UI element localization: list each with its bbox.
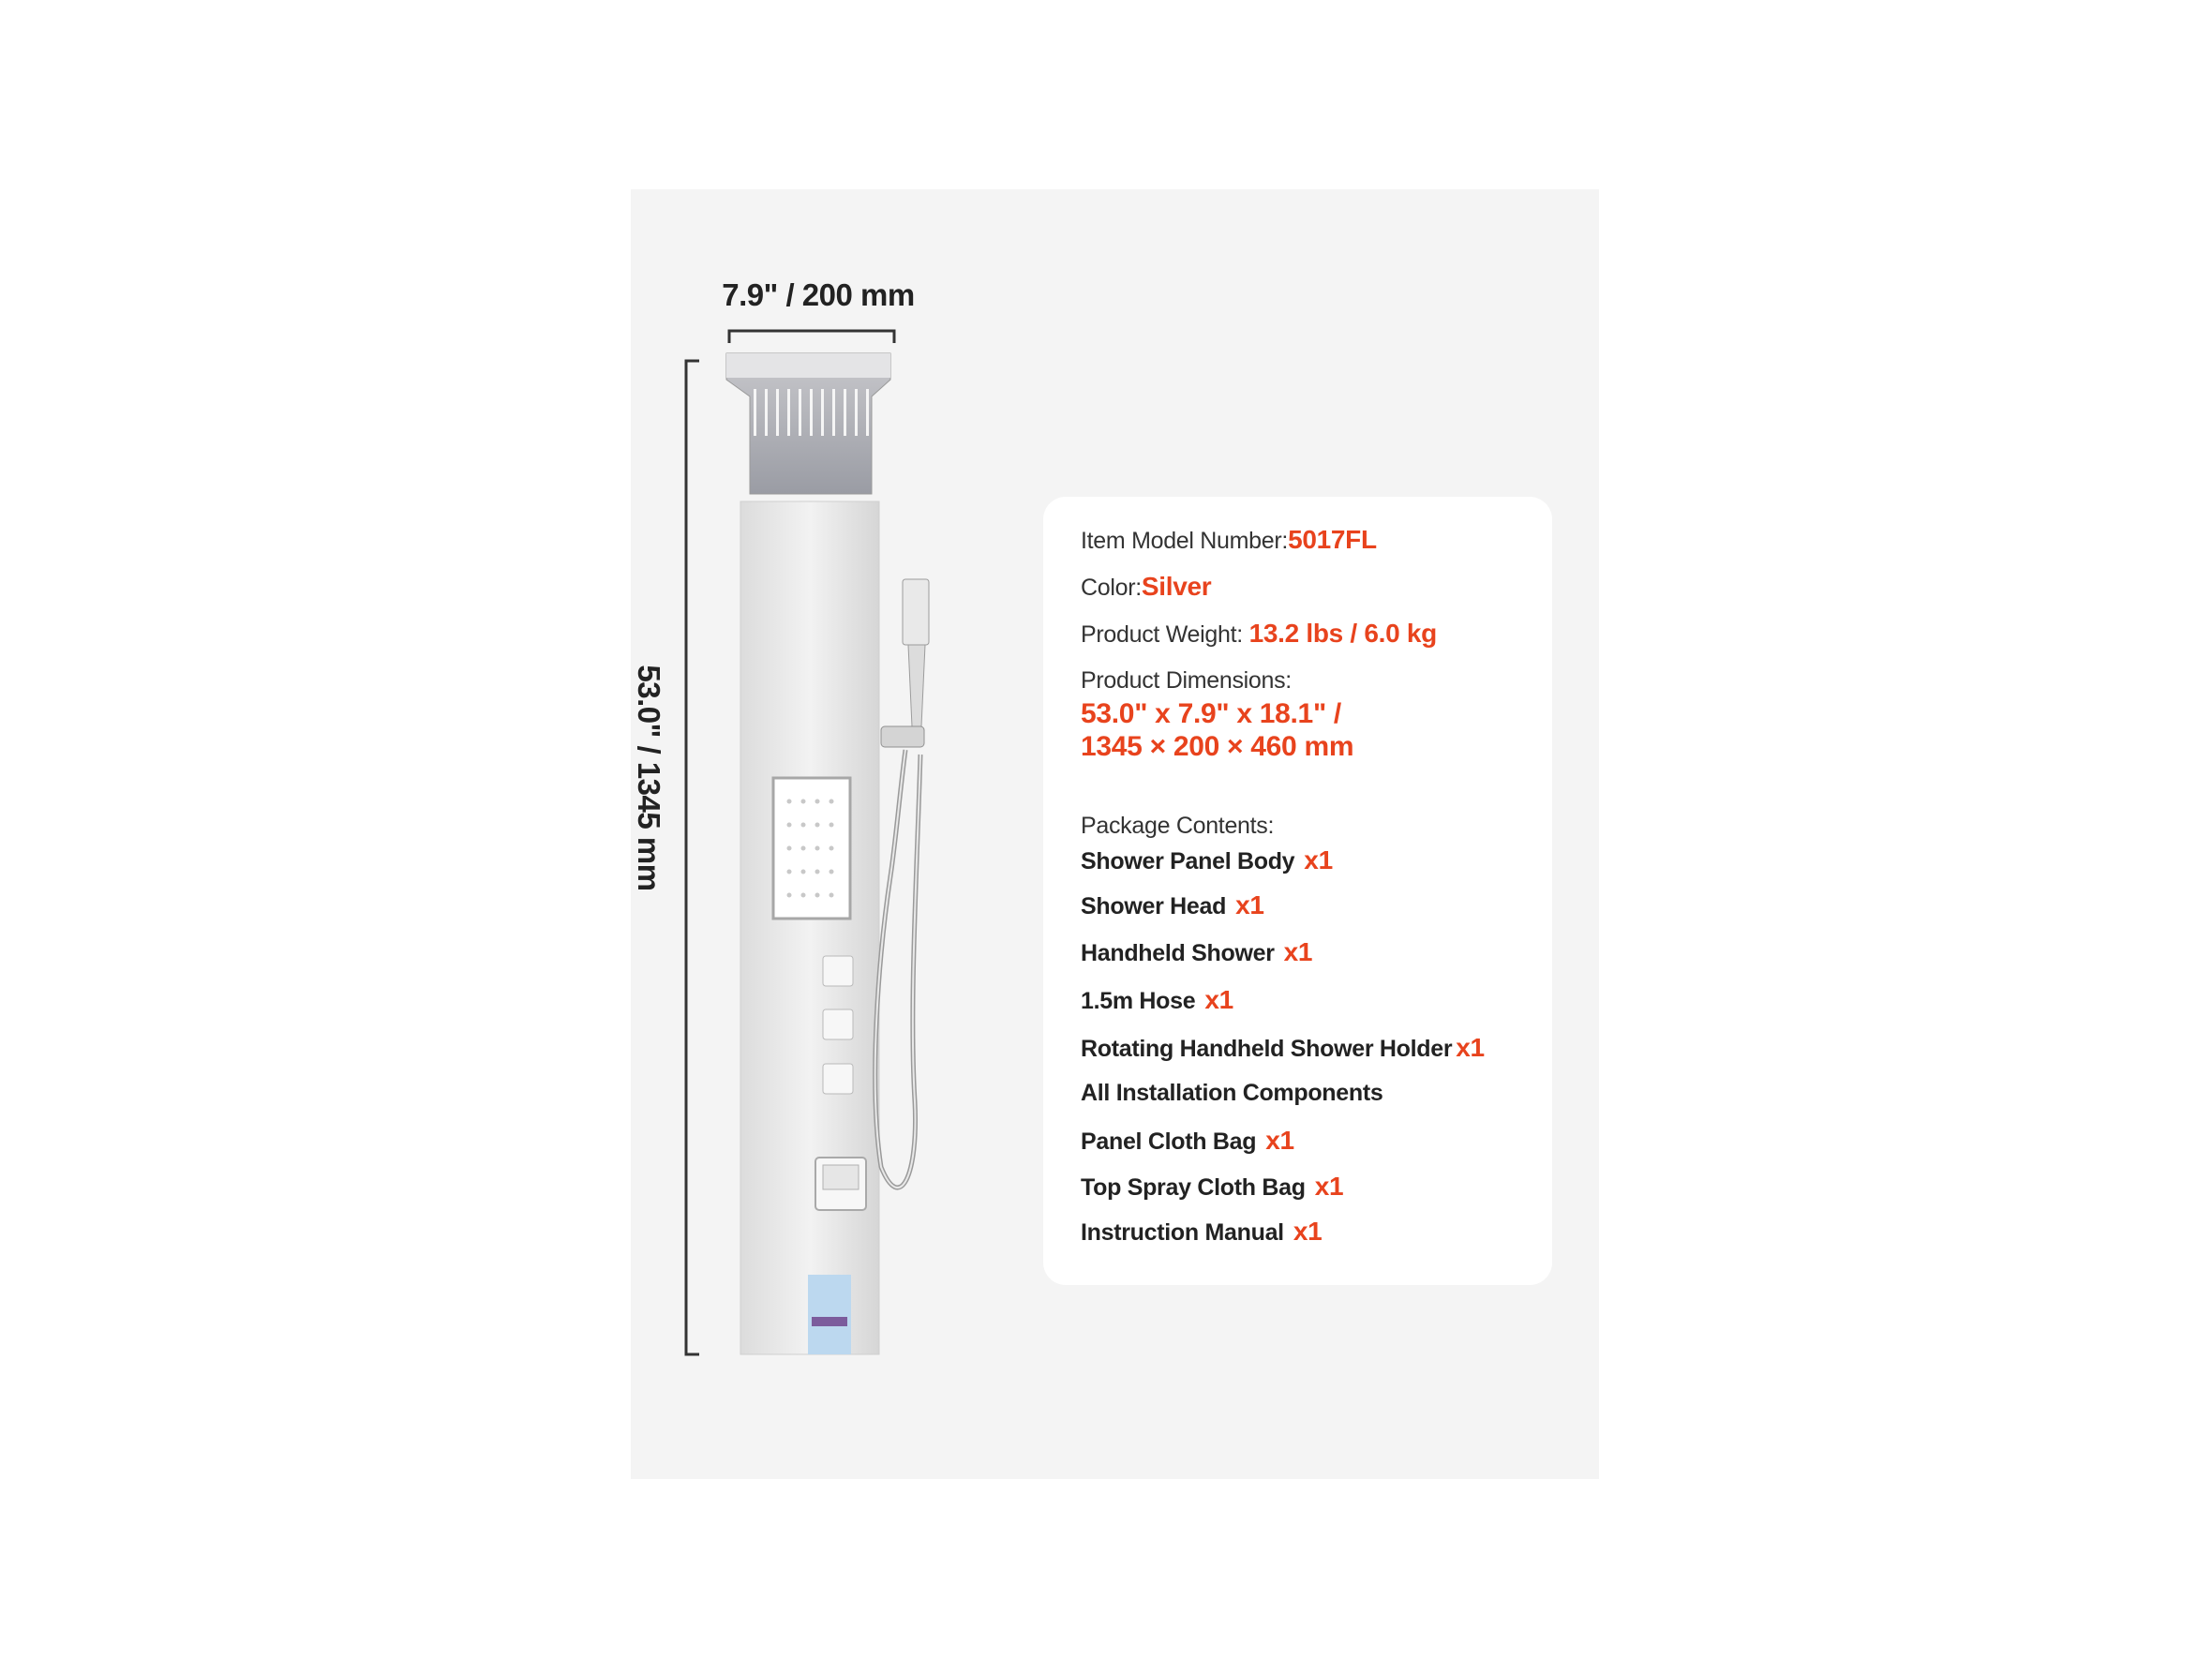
- package-item: Shower Head x1: [1081, 890, 1264, 919]
- control-knob: [823, 1009, 853, 1039]
- package-item: Shower Panel Body x1: [1081, 845, 1333, 874]
- package-item: All Installation Components: [1081, 1080, 1383, 1106]
- weight-row: [1081, 619, 1437, 649]
- height-dimension-bracket: [682, 359, 701, 1356]
- package-item: Panel Cloth Bag x1: [1081, 1126, 1294, 1155]
- control-knob: [823, 956, 853, 986]
- dimensions-label: Product Dimensions:: [1081, 667, 1292, 694]
- panel-body: [740, 501, 879, 1354]
- body-jet-panel: [773, 778, 850, 919]
- weight-label: Product Weight:: [1081, 621, 1243, 648]
- package-item: 1.5m Hose x1: [1081, 985, 1233, 1014]
- model-number-value: 5017FL: [1288, 525, 1377, 554]
- width-dimension-label: 7.9" / 200 mm: [722, 277, 915, 312]
- package-contents-title: Package Contents:: [1081, 813, 1275, 839]
- package-item: Top Spray Cloth Bag x1: [1081, 1172, 1344, 1201]
- handheld-shower-head: [903, 579, 929, 645]
- package-item: Instruction Manual x1: [1081, 1217, 1323, 1246]
- package-item: Rotating Handheld Shower Holder x1: [1081, 1033, 1485, 1062]
- shower-panel-illustration: [722, 351, 947, 1364]
- dimensions-value-line2: 1345 × 200 × 460 mm: [1081, 731, 1354, 762]
- color-value: Silver: [1141, 572, 1212, 601]
- package-item: Handheld Shower x1: [1081, 937, 1313, 966]
- model-number-label: Item Model Number:: [1081, 528, 1289, 554]
- product-sticker: [808, 1275, 851, 1354]
- width-dimension-bracket: [727, 328, 896, 345]
- dimensions-value-line1: 53.0" x 7.9" x 18.1" /: [1081, 698, 1341, 729]
- control-knob: [823, 1064, 853, 1094]
- color-label: Color:: [1081, 575, 1142, 601]
- color-row: [1081, 572, 1211, 602]
- weight-value: 13.2 lbs / 6.0 kg: [1248, 619, 1437, 648]
- handheld-holder: [881, 726, 924, 747]
- spec-panel: [1043, 497, 1552, 1285]
- model-number-row: [1081, 525, 1377, 555]
